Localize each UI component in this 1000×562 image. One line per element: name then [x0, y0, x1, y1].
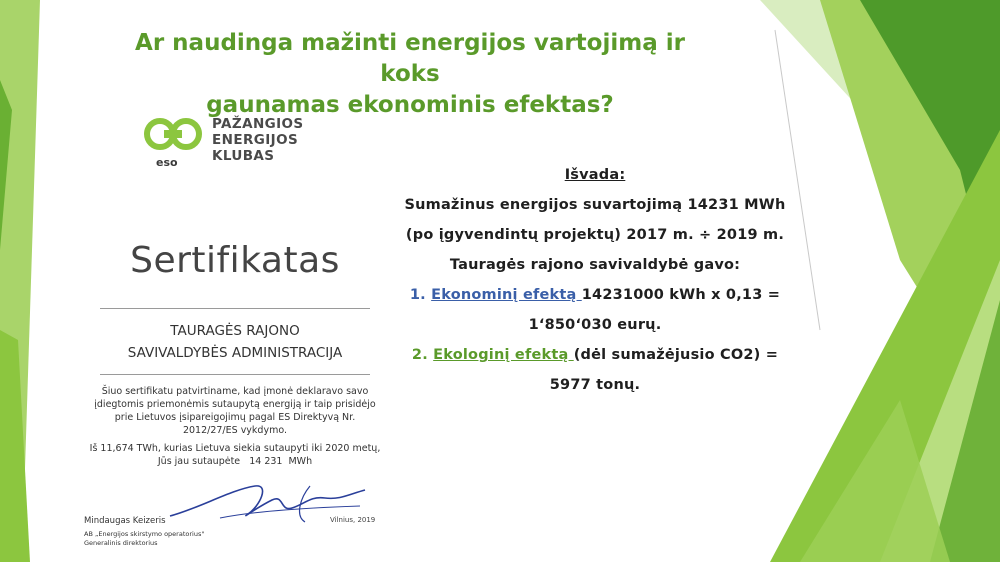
signer-company — [84, 530, 204, 548]
item-2-result: 5977 tonų. — [549, 377, 641, 393]
logo — [140, 112, 380, 168]
signer-company-line-2: Generalinis direktorius — [84, 539, 158, 547]
certificate-organization — [70, 320, 400, 364]
saved-line-1: Iš 11,674 TWh, kurias Lietuva siekia sutaupyti iki 2020 metų, — [89, 443, 381, 454]
logo-text — [212, 116, 304, 164]
logo-line-1: PAŽANGIOS — [212, 116, 304, 132]
certificate-savings — [80, 442, 390, 468]
certificate-heading: Sertifikatas — [130, 240, 340, 281]
logo-line-3: KLUBAS — [212, 148, 275, 164]
item-2-rest: (dėl sumažėjusio CO2) = — [573, 347, 779, 363]
saved-line-2: Jūs jau sutaupėte 14 231 MWh — [157, 456, 313, 467]
conclusion-line-2: (po įgyvendintų projektų) 2017 m. ÷ 2019 m. — [405, 227, 785, 243]
divider-top — [100, 308, 370, 309]
conclusion — [375, 160, 815, 400]
item-1-number: 1. — [409, 287, 426, 303]
signer-company-line-1: AB „Energijos skirstymo operatorius" — [84, 530, 205, 538]
conclusion-line-3: Tauragės rajono savivaldybė gavo: — [449, 257, 741, 273]
conclusion-line-1: Sumažinus energijos suvartojimą 14231 MWh — [404, 197, 786, 213]
certificate — [70, 100, 400, 560]
org-line-1: TAURAGĖS RAJONO — [170, 323, 300, 339]
item-1-rest: 14231000 kWh x 0,13 = — [581, 287, 781, 303]
item-2-number: 2. — [411, 347, 428, 363]
title-line-2: gaunamas ekonominis efektas? — [206, 92, 614, 118]
divider-bottom — [100, 374, 370, 375]
signed-place-date: Vilnius, 2019 — [330, 516, 376, 524]
logo-line-2: ENERGIJOS — [212, 132, 299, 148]
body-line-2: įdiegtomis priemonėmis sutaupytą energiją ir taip prisidėjo — [94, 399, 376, 410]
eso-label: eso — [156, 156, 178, 169]
item-1-result: 1‘850‘030 eurų. — [528, 317, 662, 333]
body-line-1: Šiuo sertifikatu patvirtiname, kad įmonė deklaravo savo — [101, 386, 369, 397]
conclusion-item-1 — [375, 280, 815, 310]
item-2-link[interactable]: Ekologinį efektą — [433, 347, 574, 363]
item-1-link[interactable]: Ekonominį efektą — [431, 287, 582, 303]
conclusion-heading: Išvada: — [564, 167, 626, 183]
title-line-1: Ar naudinga mažinti energijos vartojimą ir koks — [135, 30, 685, 87]
conclusion-item-2 — [375, 340, 815, 370]
signer-name: Mindaugas Keizeris — [84, 516, 166, 526]
body-line-4: 2012/27/ES vykdymo. — [182, 425, 288, 436]
org-line-2: SAVIVALDYBĖS ADMINISTRACIJA — [127, 345, 343, 361]
certificate-body — [80, 385, 390, 437]
body-line-3: prie Lietuvos įsipareigojimų pagal ES Direktyvą Nr. — [114, 412, 356, 423]
